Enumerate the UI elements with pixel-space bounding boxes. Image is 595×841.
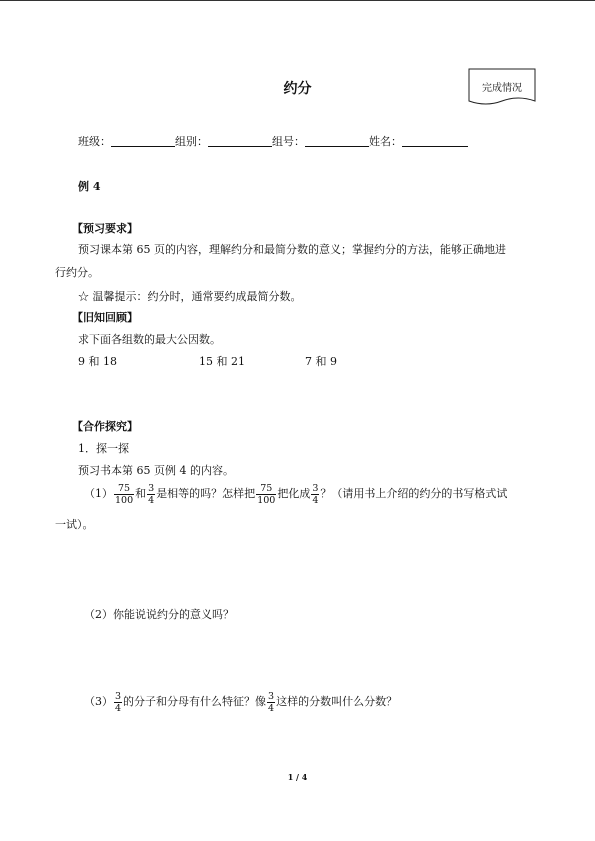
group-no-label: 组号： xyxy=(272,135,305,148)
review-heading: 【旧知回顾】 xyxy=(72,311,138,324)
fraction-3-4 xyxy=(311,483,319,506)
q1-mid2: 把化成 xyxy=(277,487,311,500)
preview-tip: ☆ 温馨提示：约分时，通常要约成最简分数。 xyxy=(78,290,302,303)
review-pair-1: 9 和 18 xyxy=(78,355,117,368)
q3-tail: 这样的分数叫什么分数？ xyxy=(276,695,398,708)
group-no-blank[interactable] xyxy=(305,135,369,147)
group-blank[interactable] xyxy=(208,135,272,147)
fraction-denominator: 4 xyxy=(268,702,275,714)
group-label: 组别： xyxy=(175,135,208,148)
explore-instruction: 预习书本第 65 页例 4 的内容。 xyxy=(78,464,234,477)
fraction-denominator: 4 xyxy=(115,702,122,714)
page-number: 1 / 4 xyxy=(287,772,308,782)
fraction-denominator: 4 xyxy=(312,494,319,506)
fraction-75-100 xyxy=(256,483,276,506)
fraction-denominator: 4 xyxy=(148,494,155,506)
fraction-numerator: 3 xyxy=(312,482,319,494)
preview-heading: 【预习要求】 xyxy=(72,222,138,235)
q1-mid: 是相等的吗？怎样把 xyxy=(156,487,256,500)
class-label: 班级： xyxy=(78,135,111,148)
fraction-3-4 xyxy=(114,691,122,714)
question-3 xyxy=(84,686,397,717)
top-border xyxy=(0,0,595,1)
class-blank[interactable] xyxy=(111,135,175,147)
fraction-denominator: 100 xyxy=(257,494,276,506)
student-info-row xyxy=(78,133,468,149)
q3-prefix: （3） xyxy=(84,695,113,708)
name-label: 姓名： xyxy=(369,135,402,148)
fraction-75-100 xyxy=(114,483,134,506)
fraction-numerator: 75 xyxy=(256,483,276,495)
question-1 xyxy=(84,478,507,509)
q1-and: 和 xyxy=(135,487,147,500)
q1-prefix: （1） xyxy=(84,487,113,500)
name-blank[interactable] xyxy=(402,135,468,147)
preview-text-line1: 预习课本第 65 页的内容，理解约分和最简分数的意义；掌握约分的方法，能够正确地进 xyxy=(78,243,506,256)
review-instruction: 求下面各组数的最大公因数。 xyxy=(78,333,221,346)
page-title: 约分 xyxy=(283,81,312,97)
explore-heading: 【合作探究】 xyxy=(72,420,138,433)
example-label: 例 4 xyxy=(78,180,101,193)
question-2: （2）你能说说约分的意义吗？ xyxy=(84,608,234,621)
fraction-numerator: 3 xyxy=(148,482,155,494)
completion-badge xyxy=(468,68,536,108)
fraction-3-4 xyxy=(147,483,155,506)
question-1-line2: 一试）。 xyxy=(55,518,94,531)
fraction-3-4 xyxy=(267,691,275,714)
review-pair-3: 7 和 9 xyxy=(305,355,337,368)
fraction-numerator: 3 xyxy=(268,690,275,702)
fraction-denominator: 100 xyxy=(115,494,134,506)
completion-badge-label: 完成情况 xyxy=(482,83,522,94)
q3-mid: 的分子和分母有什么特征？像 xyxy=(123,695,267,708)
fraction-numerator: 3 xyxy=(115,690,122,702)
review-pair-2: 15 和 21 xyxy=(199,355,245,368)
q1-tail: ？（请用书上介绍的约分的书写格式试 xyxy=(320,487,508,500)
preview-text-line2: 行约分。 xyxy=(55,266,99,279)
explore-subheading: 1．探一探 xyxy=(78,442,129,455)
fraction-numerator: 75 xyxy=(114,483,134,495)
